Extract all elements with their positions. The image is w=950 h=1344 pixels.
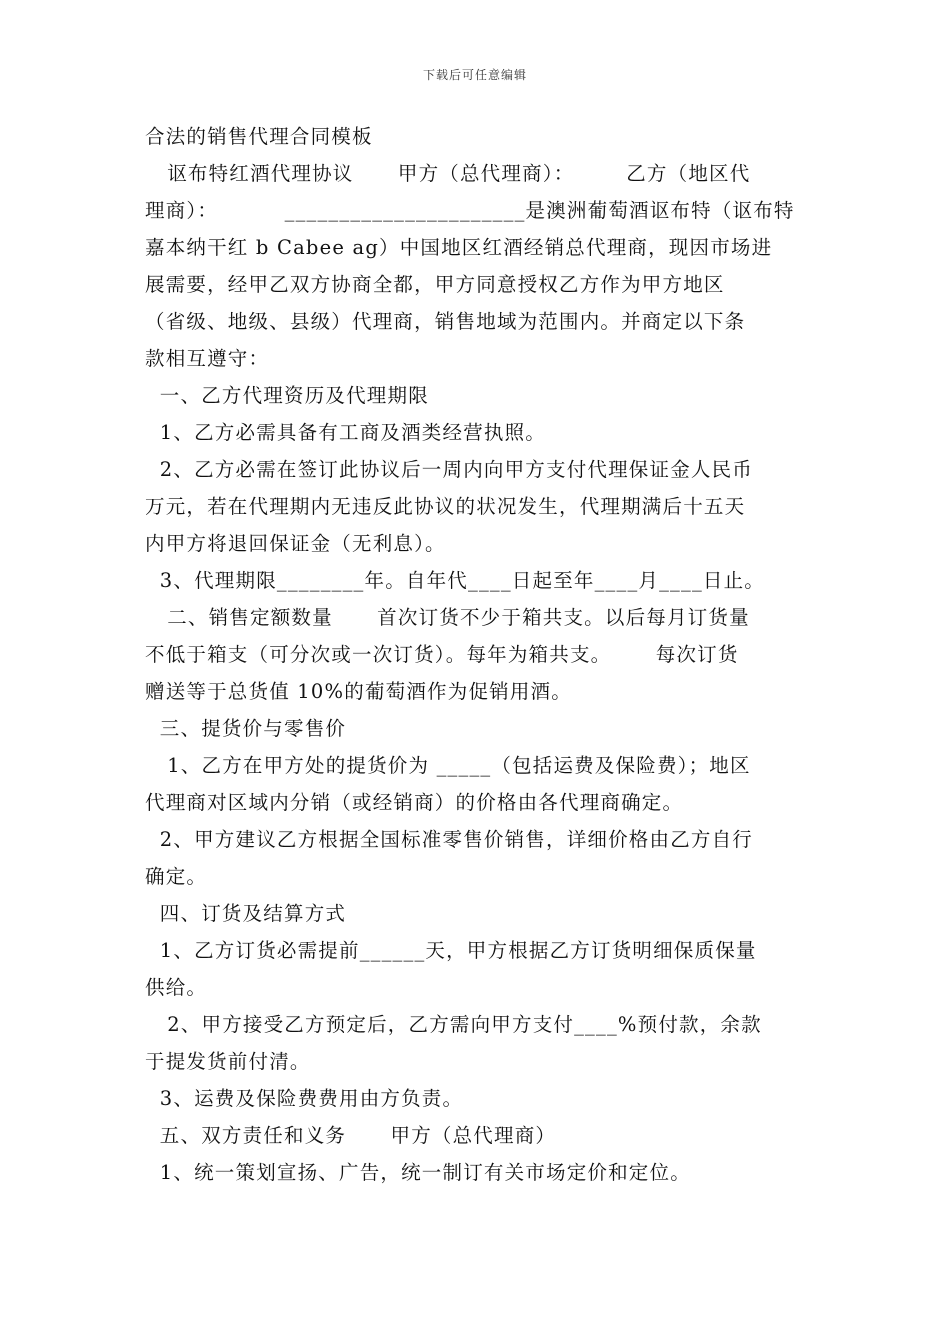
paragraph-line: 内甲方将退回保证金（无利息）。 — [145, 532, 446, 555]
paragraph-line: 确定。 — [145, 865, 208, 888]
paragraph-line: 1、乙方在甲方处的提货价为 _____（包括运费及保险费）；地区 — [145, 754, 751, 777]
paragraph-line: 1、统一策划宣扬、广告，统一制订有关市场定价和定位。 — [145, 1161, 691, 1184]
paragraph-line: 嘉本纳干红 b Cabee ag）中国地区红酒经销总代理商，现因市场进 — [145, 236, 773, 259]
paragraph-line: 万元，若在代理期内无违反此协议的状况发生，代理期满后十五天 — [145, 495, 746, 518]
paragraph-line: 2、甲方接受乙方预定后，乙方需向甲方支付____%预付款，余款 — [145, 1013, 762, 1036]
section-heading: 一、乙方代理资历及代理期限 — [145, 384, 429, 407]
paragraph-line: 代理商对区域内分销（或经销商）的价格由各代理商确定。 — [145, 791, 684, 814]
paragraph-line: 赠送等于总货值 10%的葡萄酒作为促销用酒。 — [145, 680, 572, 703]
paragraph-line: 理商）： ______________________是澳洲葡萄酒讴布特（讴布特 — [145, 199, 795, 222]
paragraph-line: 于提发货前付清。 — [145, 1050, 311, 1073]
paragraph-line: 款相互遵守： — [145, 347, 270, 370]
section-heading: 五、双方责任和义务 甲方（总代理商） — [145, 1124, 557, 1147]
document-title: 合法的销售代理合同模板 — [145, 125, 373, 148]
paragraph-line: 3、运费及保险费费用由方负责。 — [145, 1087, 464, 1110]
paragraph-line: 1、乙方订货必需提前______天，甲方根据乙方订货明细保质保量 — [145, 939, 757, 962]
paragraph-line: 2、甲方建议乙方根据全国标准零售价销售，详细价格由乙方自行 — [145, 828, 754, 851]
paragraph-line: 不低于箱支（可分次或一次订货）。每年为箱共支。 每次订货 — [145, 643, 739, 666]
document-body — [145, 118, 810, 1191]
paragraph-line: 3、代理期限________年。自年代____日起至年____月____日止。 — [145, 569, 766, 592]
paragraph-line: 展需要，经甲乙双方协商全都，甲方同意授权乙方作为甲方地区 — [145, 273, 725, 296]
paragraph-line: （省级、地级、县级）代理商，销售地域为范围内。并商定以下条 — [145, 310, 746, 333]
paragraph-line: 2、乙方必需在签订此协议后一周内向甲方支付代理保证金人民币 — [145, 458, 754, 481]
section-heading: 三、提货价与零售价 — [145, 717, 347, 740]
paragraph-line: 供给。 — [145, 976, 208, 999]
paragraph-line: 讴布特红酒代理协议 甲方（总代理商）： 乙方（地区代 — [145, 162, 751, 185]
section-heading: 四、订货及结算方式 — [145, 902, 347, 925]
section-heading: 二、销售定额数量 首次订货不少于箱共支。以后每月订货量 — [145, 606, 750, 629]
paragraph-line: 1、乙方必需具备有工商及酒类经营执照。 — [145, 421, 547, 444]
page-header-note: 下载后可任意编辑 — [422, 68, 527, 82]
